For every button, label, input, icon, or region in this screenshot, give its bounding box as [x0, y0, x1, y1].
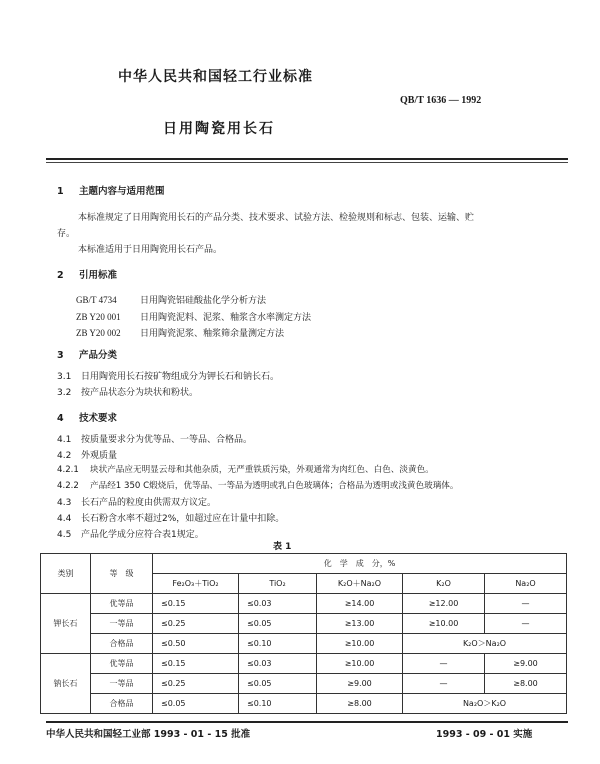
table-row: [41, 594, 567, 614]
clause-number: 3.1: [57, 372, 72, 382]
reference-title: 日用陶瓷泥料、泥浆、釉浆含水率测定方法: [140, 313, 312, 323]
clause-number: 4.3: [57, 498, 72, 508]
section-number: 4: [57, 413, 64, 424]
value-cell: ≥13.00: [317, 614, 403, 634]
clause-line: [57, 527, 204, 540]
merged-value-cell: Na₂O＞K₂O: [403, 694, 567, 714]
category-cell: 钾长石: [41, 594, 91, 654]
clause-number: 4.4: [57, 514, 72, 524]
grade-cell: 一等品: [91, 674, 153, 694]
table-row: [41, 694, 567, 714]
section-number: 1: [57, 186, 64, 197]
table-header-row: [41, 554, 567, 574]
chemical-composition-table: [40, 553, 567, 714]
section-4-heading: [57, 410, 117, 424]
header-column: K₂O＋Na₂O: [317, 574, 403, 594]
merged-value-cell: K₂O＞Na₂O: [403, 634, 567, 654]
value-cell: ≥8.00: [485, 674, 567, 694]
header-column: K₂O: [403, 574, 485, 594]
clause-text: 外观质量: [81, 451, 118, 461]
section-2-heading: [57, 267, 117, 281]
section-number: 3: [57, 350, 64, 361]
value-cell: ≥9.00: [485, 654, 567, 674]
section-1-heading: [57, 183, 165, 197]
value-cell: ≥9.00: [317, 674, 403, 694]
value-cell: ≤0.05: [239, 614, 317, 634]
clause-line: [57, 448, 117, 461]
value-cell: ≥12.00: [403, 594, 485, 614]
clause-text: 日用陶瓷用长石按矿物组成分为钾长石和钠长石。: [81, 372, 280, 382]
header-grade: 等 级: [91, 554, 153, 594]
value-cell: ≤0.10: [239, 634, 317, 654]
effective-date: 1993 - 09 - 01 实施: [436, 729, 533, 740]
clause-number: 4.1: [57, 435, 72, 445]
clause-text: 长石产品的粒度由供需双方议定。: [81, 498, 217, 508]
section-title: 产品分类: [79, 350, 118, 361]
clause-line: [57, 463, 434, 475]
reference-code: ZB Y20 002: [76, 328, 121, 338]
clause-line: [57, 495, 216, 508]
section-1-paragraph-2: 本标准适用于日用陶瓷用长石产品。: [78, 245, 223, 255]
grade-cell: 优等品: [91, 654, 153, 674]
table-caption: 表 1: [273, 542, 292, 552]
header-org-title: 中华人民共和国轻工行业标准: [118, 69, 313, 85]
header-category: 类别: [41, 554, 91, 594]
grade-cell: 一等品: [91, 614, 153, 634]
clause-line: [57, 369, 279, 382]
value-cell: ≥10.00: [317, 634, 403, 654]
value-cell: —: [403, 674, 485, 694]
grade-cell: 优等品: [91, 594, 153, 614]
value-cell: ≤0.15: [153, 654, 239, 674]
table-row: [41, 654, 567, 674]
section-title: 主题内容与适用范围: [79, 186, 165, 197]
header-column: Na₂O: [485, 574, 567, 594]
table-row: [41, 674, 567, 694]
value-cell: ≥14.00: [317, 594, 403, 614]
clause-text: 按产品状态分为块状和粉状。: [81, 388, 199, 398]
value-cell: ≤0.15: [153, 594, 239, 614]
value-cell: ≥10.00: [403, 614, 485, 634]
section-1-paragraph-1: 本标准规定了日用陶瓷用长石的产品分类、技术要求、试验方法、检验规则和标志、包装、运输、贮: [78, 213, 475, 223]
value-cell: ≤0.05: [153, 694, 239, 714]
section-title: 引用标准: [79, 270, 118, 281]
value-cell: ≥10.00: [317, 654, 403, 674]
clause-line: [57, 511, 284, 524]
clause-text: 长石粉含水率不超过2%，如超过应在计量中扣除。: [81, 514, 285, 524]
value-cell: ≤0.03: [239, 654, 317, 674]
table-row: [41, 634, 567, 654]
clause-number: 4.5: [57, 530, 72, 540]
value-cell: ≤0.10: [239, 694, 317, 714]
value-cell: —: [403, 654, 485, 674]
document-title: 日用陶瓷用长石: [163, 121, 275, 137]
header-divider-thin: [46, 162, 568, 163]
reference-code: ZB Y20 001: [76, 312, 121, 322]
header-column: TiO₂: [239, 574, 317, 594]
clause-number: 4.2: [57, 451, 72, 461]
standard-code: QB/T 1636 — 1992: [400, 95, 482, 106]
value-cell: ≤0.03: [239, 594, 317, 614]
reference-code: GB/T 4734: [76, 295, 117, 305]
value-cell: —: [485, 614, 567, 634]
clause-text: 块状产品应无明显云母和其他杂质，无严重铁质污染，外观通常为肉红色、白色、淡黄色。: [90, 465, 434, 475]
header-chemical-composition: 化 学 成 分，%: [153, 554, 567, 574]
grade-cell: 合格品: [91, 694, 153, 714]
section-3-heading: [57, 347, 117, 361]
reference-title: 日用陶瓷铝硅酸盐化学分析方法: [140, 296, 267, 306]
value-cell: ≤0.25: [153, 614, 239, 634]
grade-cell: 合格品: [91, 634, 153, 654]
header-column: Fe₂O₃＋TiO₂: [153, 574, 239, 594]
value-cell: ≤0.50: [153, 634, 239, 654]
clause-line: [57, 432, 252, 445]
approval-statement: 中华人民共和国轻工业部 1993 - 01 - 15 批准: [46, 729, 251, 740]
section-1-paragraph-1-cont: 存。: [57, 229, 76, 239]
value-cell: —: [485, 594, 567, 614]
clause-line: [57, 479, 459, 491]
section-title: 技术要求: [79, 413, 118, 424]
clause-number: 4.2.2: [57, 481, 79, 491]
clause-number: 3.2: [57, 388, 72, 398]
category-cell: 钠长石: [41, 654, 91, 714]
footer-divider: [46, 721, 568, 723]
clause-text: 产品化学成分应符合表1规定。: [81, 530, 204, 540]
clause-number: 4.2.1: [57, 465, 79, 475]
section-number: 2: [57, 270, 64, 281]
clause-text: 按质量要求分为优等品、一等品、合格品。: [81, 435, 253, 445]
reference-line: [76, 321, 284, 340]
value-cell: ≥8.00: [317, 694, 403, 714]
table-row: [41, 614, 567, 634]
header-divider-thick: [46, 158, 568, 160]
value-cell: ≤0.25: [153, 674, 239, 694]
clause-text: 产品经1 350 C煅烧后，优等品、一等品为透明或乳白色玻璃体；合格品为透明或浅黄色玻璃体。: [90, 481, 459, 491]
value-cell: ≤0.05: [239, 674, 317, 694]
reference-title: 日用陶瓷泥浆、釉浆筛余量测定方法: [140, 329, 285, 339]
clause-line: [57, 385, 198, 398]
